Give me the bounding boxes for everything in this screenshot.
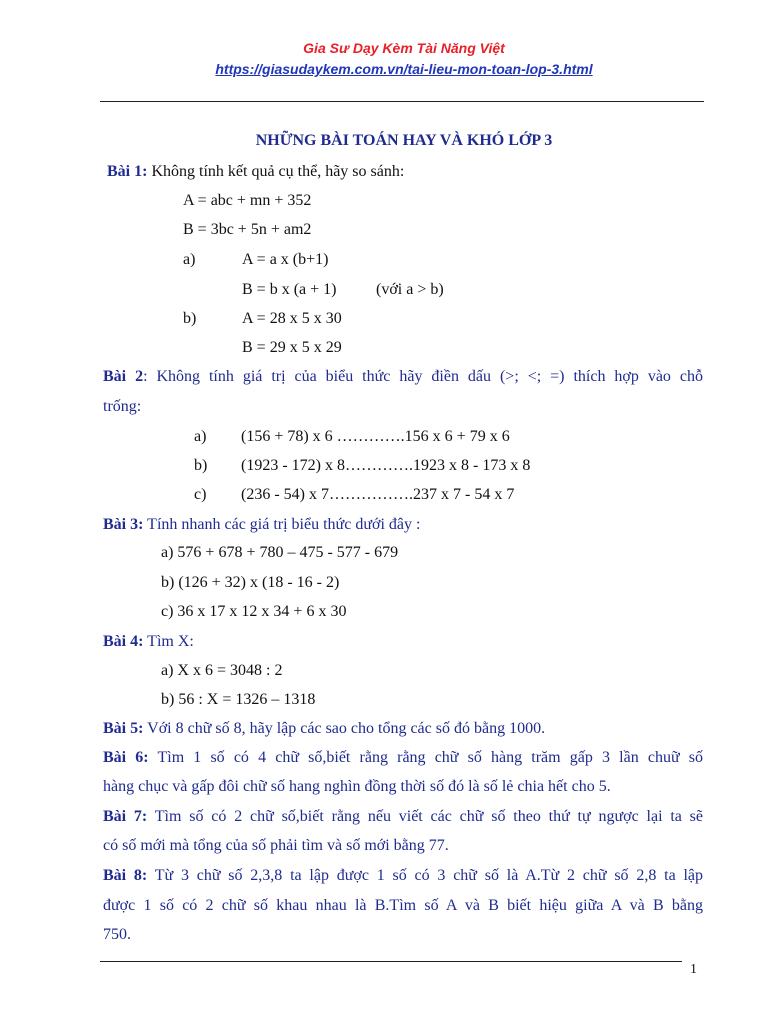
bai2-item-a-label: a) bbox=[194, 428, 207, 445]
bai1-part-b-2: B = 29 x 5 x 29 bbox=[242, 339, 342, 356]
page-number: 1 bbox=[690, 962, 697, 977]
bai3-item-c: c) 36 x 17 x 12 x 34 + 6 x 30 bbox=[161, 603, 347, 620]
bai7-text-line2: có số mới mà tổng của số phải tìm và số mới bằng 77. bbox=[103, 837, 449, 854]
bai2-item-b-label: b) bbox=[194, 457, 208, 474]
header-url-link[interactable]: https://giasudaykem.com.vn/tai-lieu-mon-toan-lop-3.html bbox=[215, 61, 593, 77]
bai2-text-line2: trống: bbox=[103, 398, 142, 415]
bai3-heading bbox=[103, 515, 420, 535]
bai1-label: Bài 1: bbox=[107, 163, 148, 180]
bai8-text-line1: Từ 3 chữ số 2,3,8 ta lập được 1 số có 3 chữ số là A.Từ 2 chữ số 2,8 ta lập bbox=[147, 867, 703, 884]
header-divider bbox=[100, 101, 704, 102]
bai1-heading bbox=[107, 162, 404, 182]
bai1-part-b-label: b) bbox=[183, 310, 197, 327]
bai4-label: Bài 4: bbox=[103, 633, 144, 650]
bai4-heading bbox=[103, 632, 194, 652]
bai1-part-a-2: B = b x (a + 1) bbox=[242, 281, 337, 298]
bai1-expr-a: A = abc + mn + 352 bbox=[183, 192, 312, 209]
bai6-label: Bài 6: bbox=[103, 749, 149, 766]
bai3-label: Bài 3: bbox=[103, 516, 144, 533]
bai7-label: Bài 7: bbox=[103, 808, 148, 825]
bai6-text-line1: Tìm 1 số có 4 chữ số,biết rằng rằng chữ số hàng trăm gấp 3 lần chuữ số bbox=[148, 749, 704, 766]
bai6-heading bbox=[103, 748, 703, 768]
bai2-item-c-expr: (236 - 54) x 7…………….237 x 7 - 54 x 7 bbox=[241, 486, 515, 503]
bai2-text-line1: : Không tính giá trị của biểu thức hãy điền dấu (>; <; =) thích hợp vào chỗ bbox=[143, 368, 703, 385]
bai4-item-b: b) 56 : X = 1326 – 1318 bbox=[161, 691, 316, 708]
bai1-part-a-1: A = a x (b+1) bbox=[242, 251, 329, 268]
document-title: NHỮNG BÀI TOÁN HAY VÀ KHÓ LỚP 3 bbox=[255, 132, 553, 149]
bai2-label: Bài 2 bbox=[103, 368, 144, 385]
bai1-expr-b: B = 3bc + 5n + am2 bbox=[183, 221, 312, 238]
bai7-heading bbox=[103, 807, 703, 827]
bai1-text: Không tính kết quả cụ thể, hãy so sánh: bbox=[147, 163, 405, 180]
bai2-item-b-expr: (1923 - 172) x 8………….1923 x 8 - 173 x 8 bbox=[241, 457, 531, 474]
bai8-heading bbox=[103, 866, 703, 886]
bai1-part-b-1: A = 28 x 5 x 30 bbox=[242, 310, 342, 327]
bai3-text: Tính nhanh các giá trị biểu thức dưới đây : bbox=[143, 516, 421, 533]
bai3-item-a: a) 576 + 678 + 780 – 475 - 577 - 679 bbox=[161, 544, 399, 561]
bai5-heading bbox=[103, 719, 545, 739]
bai4-item-a: a) X x 6 = 3048 : 2 bbox=[161, 662, 283, 679]
bai1-part-a-note: (với a > b) bbox=[376, 281, 444, 298]
footer-divider bbox=[100, 961, 682, 962]
bai7-text-line1: Tìm số có 2 chữ số,biết rằng nếu viết các chữ số theo thứ tự ngược lại ta sẽ bbox=[147, 808, 704, 825]
bai2-heading bbox=[103, 367, 703, 387]
bai3-item-b: b) (126 + 32) x (18 - 16 - 2) bbox=[161, 574, 340, 591]
bai1-part-a-label: a) bbox=[183, 251, 196, 268]
bai2-item-a-expr: (156 + 78) x 6 ………….156 x 6 + 79 x 6 bbox=[241, 428, 510, 445]
bai6-text-line2: hàng chục và gấp đôi chữ số hang nghìn đồng thời số đó là số lẻ chia hết cho 5. bbox=[103, 778, 611, 795]
bai8-text-line3: 750. bbox=[103, 926, 131, 943]
bai8-text-line2: được 1 số có 2 chữ số khau nhau là B.Tìm số A và B biết hiệu giữa A và B bằng bbox=[103, 897, 703, 914]
bai5-label: Bài 5: bbox=[103, 720, 144, 737]
bai2-item-c-label: c) bbox=[194, 486, 207, 503]
bai5-text: Với 8 chữ số 8, hãy lập các sao cho tổng các số đó bằng 1000. bbox=[143, 720, 546, 737]
bai8-label: Bài 8: bbox=[103, 867, 148, 884]
header-site-name: Gia Sư Dạy Kèm Tài Năng Việt bbox=[303, 40, 505, 56]
bai4-text: Tìm X: bbox=[143, 633, 194, 650]
